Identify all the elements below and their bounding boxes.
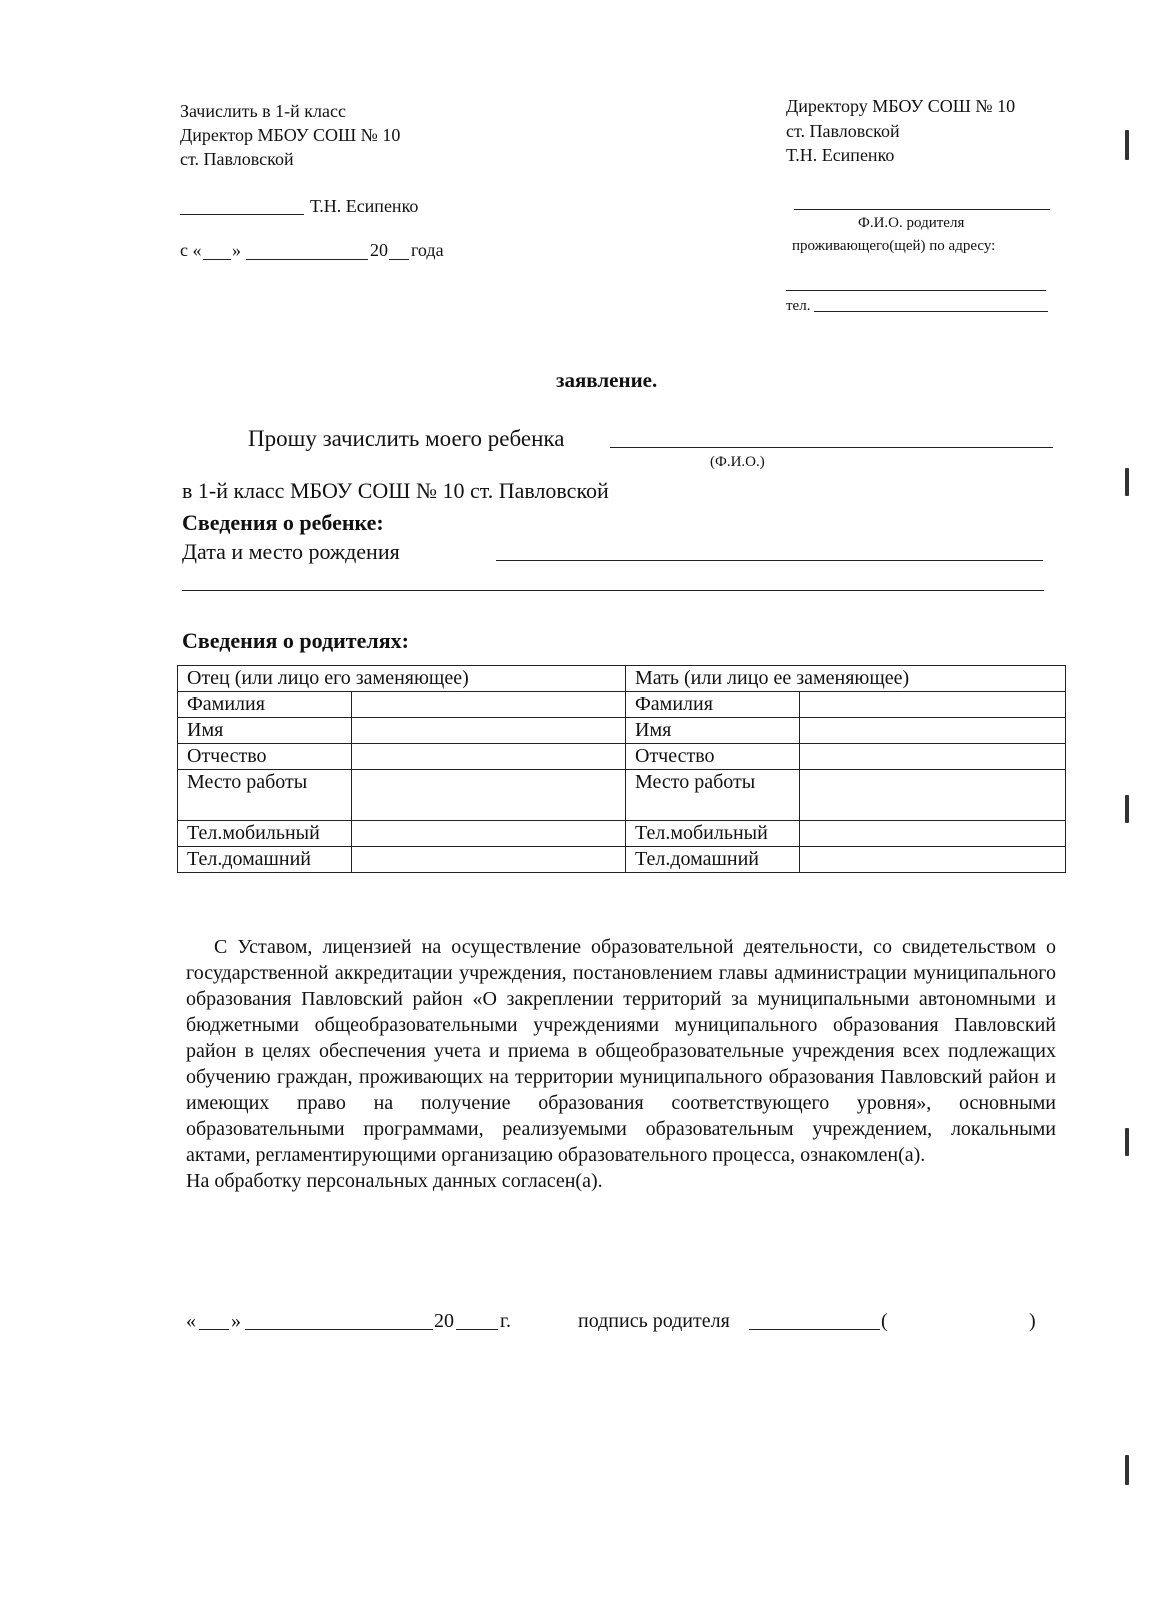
signature-open-paren: ( xyxy=(881,1310,888,1332)
father-firstname-cell[interactable] xyxy=(352,718,626,744)
birth-label: Дата и место рождения xyxy=(182,539,400,564)
mother-patronymic-label: Отчество xyxy=(626,744,800,770)
child-heading: Сведения о ребенке: xyxy=(182,510,384,535)
mother-mobile-cell[interactable] xyxy=(800,821,1066,847)
mother-firstname-label: Имя xyxy=(626,718,800,744)
father-workplace-label: Место работы xyxy=(178,770,352,821)
father-homephone-label: Тел.домашний xyxy=(178,847,352,873)
addressee-address-caption: проживающего(щей) по адресу: xyxy=(792,238,996,254)
table-row xyxy=(178,770,1066,821)
father-patronymic-label: Отчество xyxy=(178,744,352,770)
mother-lastname-label: Фамилия xyxy=(626,692,800,718)
resolution-date-month-line[interactable] xyxy=(246,259,368,260)
resolution-signer: Т.Н. Есипенко xyxy=(310,196,419,216)
signature-open-quote: « xyxy=(186,1310,196,1332)
consent-line: На обработку персональных данных согласен(а). xyxy=(186,1170,603,1192)
father-lastname-cell[interactable] xyxy=(352,692,626,718)
table-row xyxy=(178,847,1066,873)
signature-year: 20 xyxy=(434,1310,454,1332)
resolution-line-2: Директор МБОУ СОШ № 10 xyxy=(180,125,401,145)
mother-workplace-cell[interactable] xyxy=(800,770,1066,821)
scan-speck xyxy=(1125,130,1129,160)
father-workplace-cell[interactable] xyxy=(352,770,626,821)
addressee-phone-label: тел. xyxy=(786,298,811,314)
mother-homephone-label: Тел.домашний xyxy=(626,847,800,873)
table-header-row xyxy=(178,666,1066,692)
signature-label: подпись родителя xyxy=(578,1310,730,1332)
resolution-line-1: Зачислить в 1-й класс xyxy=(180,101,346,121)
father-lastname-label: Фамилия xyxy=(178,692,352,718)
scan-speck xyxy=(1125,1128,1129,1156)
father-header: Отец (или лицо его заменяющее) xyxy=(178,666,626,692)
request-class-line: в 1-й класс МБОУ СОШ № 10 ст. Павловской xyxy=(182,478,609,503)
scan-speck xyxy=(1125,1455,1129,1485)
resolution-date-mid: » xyxy=(232,240,241,260)
addressee-fio-line[interactable] xyxy=(794,209,1050,210)
addressee-line-3: Т.Н. Есипенко xyxy=(786,145,895,165)
mother-firstname-cell[interactable] xyxy=(800,718,1066,744)
father-mobile-cell[interactable] xyxy=(352,821,626,847)
mother-patronymic-cell[interactable] xyxy=(800,744,1066,770)
signature-month-line[interactable] xyxy=(245,1329,433,1330)
addressee-phone-line[interactable] xyxy=(814,311,1048,312)
mother-header: Мать (или лицо ее заменяющее) xyxy=(626,666,1066,692)
addressee-line-2: ст. Павловской xyxy=(786,121,900,141)
resolution-date-suffix: года xyxy=(411,240,444,260)
child-fio-line[interactable] xyxy=(610,447,1053,448)
signature-line[interactable] xyxy=(749,1329,880,1330)
request-text: Прошу зачислить моего ребенка xyxy=(248,426,565,451)
parents-heading: Сведения о родителях: xyxy=(182,628,409,653)
table-row xyxy=(178,718,1066,744)
signature-year-suffix: г. xyxy=(500,1310,511,1332)
scan-speck xyxy=(1125,795,1129,823)
child-fio-caption: (Ф.И.О.) xyxy=(710,454,765,470)
table-row xyxy=(178,821,1066,847)
mother-lastname-cell[interactable] xyxy=(800,692,1066,718)
mother-workplace-label: Место работы xyxy=(626,770,800,821)
scan-speck xyxy=(1125,468,1129,496)
document-title: заявление. xyxy=(556,368,658,392)
addressee-fio-caption: Ф.И.О. родителя xyxy=(858,215,965,231)
father-firstname-label: Имя xyxy=(178,718,352,744)
table-row xyxy=(178,692,1066,718)
addressee-line-1: Директору МБОУ СОШ № 10 xyxy=(786,96,1016,116)
signature-day-line[interactable] xyxy=(199,1329,229,1330)
resolution-signature-line[interactable] xyxy=(180,214,304,215)
father-homephone-cell[interactable] xyxy=(352,847,626,873)
signature-close-quote: » xyxy=(231,1310,241,1332)
resolution-date-year-line[interactable] xyxy=(389,259,409,260)
parents-table xyxy=(177,665,1066,873)
resolution-date-day-line[interactable] xyxy=(203,259,231,260)
birth-line-1[interactable] xyxy=(496,560,1043,561)
father-patronymic-cell[interactable] xyxy=(352,744,626,770)
signature-year-line[interactable] xyxy=(456,1329,498,1330)
resolution-line-3: ст. Павловской xyxy=(180,149,294,169)
birth-line-2[interactable] xyxy=(182,590,1044,591)
resolution-date-year: 20 xyxy=(370,240,388,260)
table-row xyxy=(178,744,1066,770)
agreement-paragraph: С Уставом, лицензией на осуществление образовательной деятельности, со свидетельством о государственной аккредитации учреждения, постановлением главы администрации муниципального образования Павловский район «О закреплении территорий за муниципальными автономными и бюджетными общеобразовательными учреждениями муниципального образования Павловский район в целях обеспечения учета и приема в общеобразовательные учреждения всех подлежащих обучению граждан, проживающих на территории муниципального образования Павловский район и имеющих право на получение образования соответствующего уровня», основными образовательными программами, реализуемыми образовательным учреждением, локальными актами, регламентирующими организацию образовательного процесса, ознакомлен(а). xyxy=(186,936,1056,1166)
father-mobile-label: Тел.мобильный xyxy=(178,821,352,847)
signature-close-paren: ) xyxy=(1029,1310,1036,1332)
mother-mobile-label: Тел.мобильный xyxy=(626,821,800,847)
agreement-block xyxy=(186,934,1056,1194)
addressee-address-line[interactable] xyxy=(786,290,1046,291)
resolution-date-prefix: с « xyxy=(180,240,202,260)
mother-homephone-cell[interactable] xyxy=(800,847,1066,873)
